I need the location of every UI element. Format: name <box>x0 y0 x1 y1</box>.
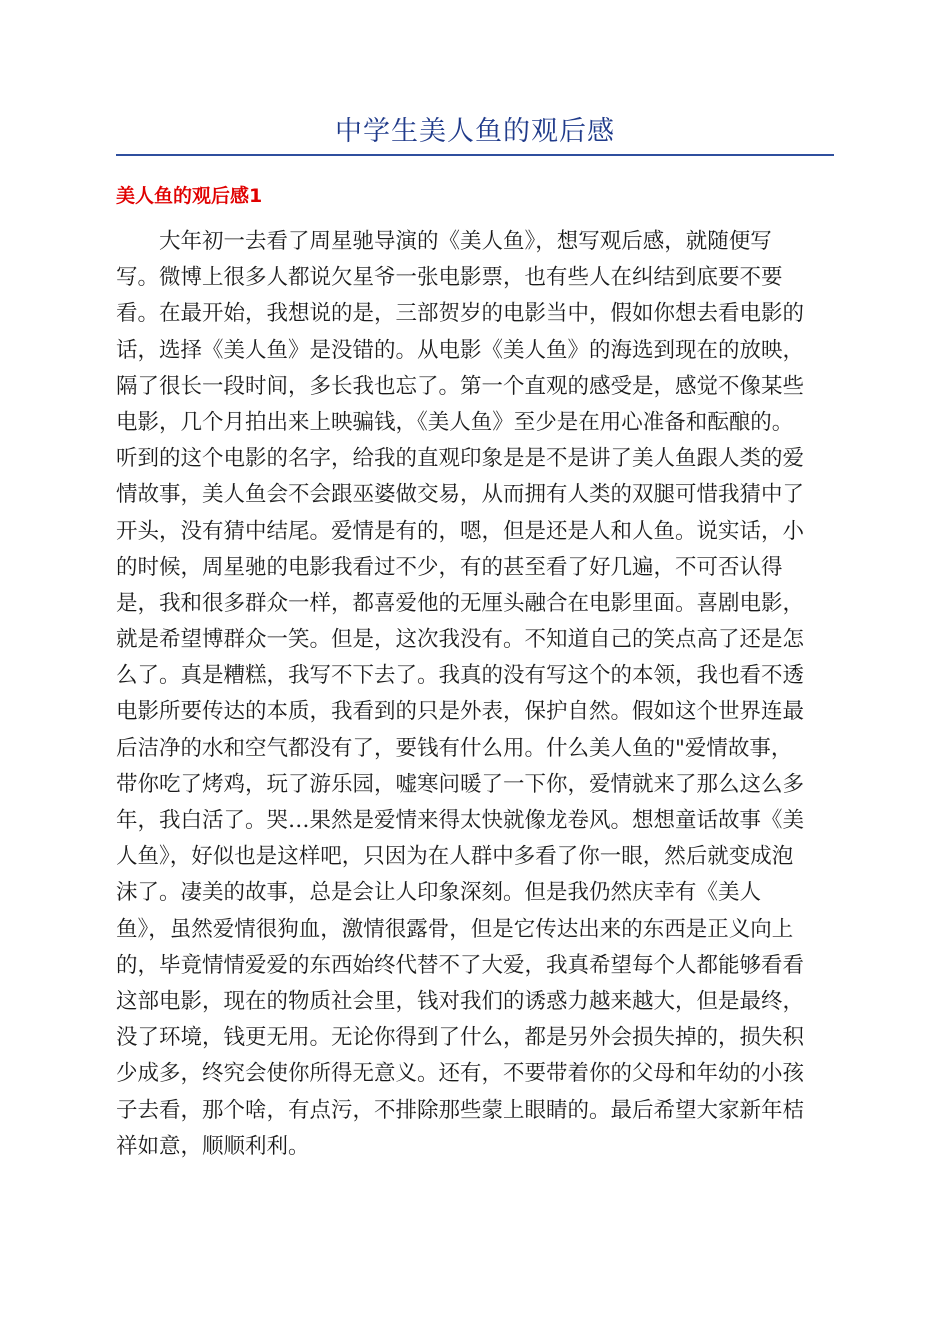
paragraph-line: 看。在最开始，我想说的是，三部贺岁的电影当中，假如你想去看电影的 <box>116 301 805 327</box>
page-title: 中学生美人鱼的观后感 <box>335 116 615 147</box>
paragraph-line: 么了。真是糟糕，我写不下去了。我真的没有写这个的本领，我也看不透 <box>116 663 805 689</box>
paragraph-line: 祥如意，顺顺利利。 <box>116 1133 310 1159</box>
paragraph-line: 的，毕竟情情爱爱的东西始终代替不了大爱，我真希望每个人都能够看看 <box>116 952 805 978</box>
paragraph-line: 的时候，周星驰的电影我看过不少，有的甚至看了好几遍，不可否认得 <box>116 554 783 580</box>
body-paragraph <box>116 224 834 1165</box>
paragraph-line: 年，我白活了。哭…果然是爱情来得太快就像龙卷风。想想童话故事《美 <box>116 808 805 833</box>
paragraph-line: 这部电影，现在的物质社会里，钱对我们的诱惑力越来越大，但是最终， <box>116 988 805 1014</box>
paragraph-line: 没了环境，钱更无用。无论你得到了什么，都是另外会损失掉的，损失积 <box>116 1025 805 1051</box>
title-divider <box>116 154 834 156</box>
paragraph-line: 情故事，美人鱼会不会跟巫婆做交易，从而拥有人类的双腿可惜我猜中了 <box>116 482 805 508</box>
paragraph-line: 沫了。凄美的故事，总是会让人印象深刻。但是我仍然庆幸有《美人 <box>116 880 762 906</box>
paragraph-line: 写。微博上很多人都说欠星爷一张电影票，也有些人在纠结到底要不要 <box>116 265 783 291</box>
paragraph-line: 隔了很长一段时间，多长我也忘了。第一个直观的感受是，感觉不像某些 <box>116 373 805 399</box>
paragraph-line: 鱼》，虽然爱情很狗血，激情很露骨，但是它传达出来的东西是正义向上 <box>116 916 794 942</box>
paragraph-line: 是，我和很多群众一样，都喜爱他的无厘头融合在电影里面。喜剧电影， <box>116 590 805 616</box>
paragraph-line: 电影，几个月拍出来上映骗钱，《美人鱼》至少是在用心准备和酝酿的。 <box>116 409 794 435</box>
paragraph-line: 开头，没有猜中结尾。爱情是有的，嗯，但是还是人和人鱼。说实话，小 <box>116 518 805 544</box>
paragraph-line: 听到的这个电影的名字，给我的直观印象是是不是讲了美人鱼跟人类的爱 <box>116 446 805 472</box>
paragraph-line: 人鱼》，好似也是这样吧，只因为在人群中多看了你一眼，然后就变成泡 <box>116 844 794 870</box>
paragraph-line: 话，选择《美人鱼》是没错的。从电影《美人鱼》的海选到现在的放映， <box>116 337 805 363</box>
paragraph-line: 大年初一去看了周星驰导演的《美人鱼》，想写观后感，就随便写 <box>159 229 772 254</box>
paragraph-line: 电影所要传达的本质，我看到的只是外表，保护自然。假如这个世界连最 <box>116 699 805 725</box>
paragraph-line: 就是希望博群众一笑。但是，这次我没有。不知道自己的笑点高了还是怎 <box>116 627 805 653</box>
paragraph-line: 后洁净的水和空气都没有了，要钱有什么用。什么美人鱼的"爱情故事， <box>116 735 793 761</box>
paragraph-line: 带你吃了烤鸡，玩了游乐园，嘘寒问暖了一下你，爱情就来了那么这么多 <box>116 771 805 797</box>
paragraph-line: 少成多，终究会使你所得无意义。还有，不要带着你的父母和年幼的小孩 <box>116 1061 805 1087</box>
section-heading: 美人鱼的观后感1 <box>116 185 263 207</box>
paragraph-line: 子去看，那个啥，有点污，不排除那些蒙上眼睛的。最后希望大家新年桔 <box>116 1097 805 1123</box>
